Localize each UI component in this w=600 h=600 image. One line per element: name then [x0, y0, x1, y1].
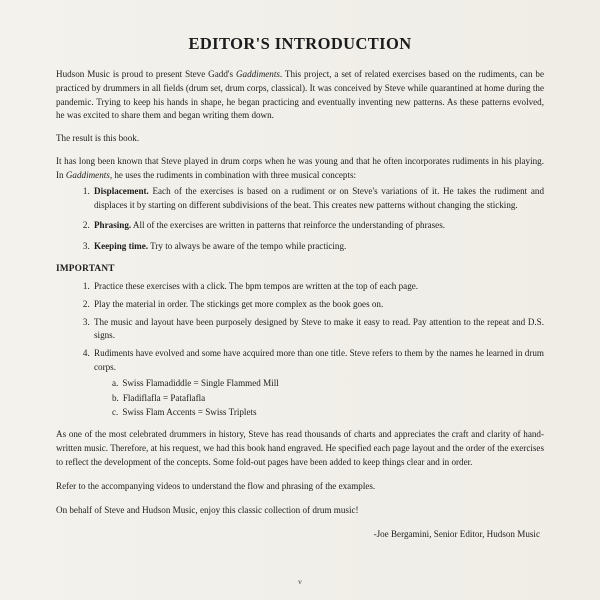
- concept-item: [92, 240, 544, 254]
- rudiment-alias-list: [94, 377, 544, 420]
- important-item: [92, 280, 544, 294]
- page-title: EDITOR'S INTRODUCTION: [188, 34, 412, 53]
- italic-title: Gaddiments: [235, 69, 280, 79]
- important-heading: IMPORTANT: [56, 263, 115, 274]
- rudiment-alias-text: Swiss Flamadiddle = Single Flammed Mill: [122, 377, 279, 388]
- concept-text: All of the exercises are written in patterns that reinforce the understanding of phrases.: [131, 220, 446, 231]
- rudiment-alias-item: [112, 406, 544, 420]
- rudiment-alias-label: b.: [112, 392, 119, 403]
- rudiment-alias-label: c.: [112, 407, 119, 418]
- paragraph-intro-1: [56, 68, 544, 123]
- important-item: [92, 298, 544, 312]
- rudiment-alias-label: a.: [112, 377, 119, 388]
- rudiment-alias-item: [112, 377, 544, 391]
- rudiment-alias-text: Fladiflafla = Pataflafla: [122, 392, 206, 403]
- concept-text: Each of the exercises is based on a rudiment or on Steve's variations of it. He takes the rudiment and displaces it by starting on different subdivisions of the beat. This creates new patterns without changing the sticking.: [94, 185, 544, 210]
- text-run: The result is this book.: [56, 133, 140, 144]
- concept-label: Displacement.: [94, 185, 149, 196]
- text-run: Hudson Music is proud to present Steve Gadd's: [56, 69, 236, 79]
- concepts-list: [56, 185, 544, 254]
- page-folio: v: [298, 577, 302, 586]
- text-run: It has long been known that Steve played in drum corps when he was young and that he often incorporates rudiments in his playing. In: [56, 156, 544, 180]
- concept-item: [92, 185, 544, 213]
- important-text: Play the material in order. The stickings get more complex as the book goes on.: [94, 298, 384, 309]
- important-text: Practice these exercises with a click. The bpm tempos are written at the top of each page.: [94, 280, 419, 291]
- rudiment-alias-text: Swiss Flam Accents = Swiss Triplets: [122, 407, 257, 418]
- important-text: The music and layout have been purposely designed by Steve to make it easy to read. Pay attention to the repeat and D.S. signs.: [94, 316, 544, 341]
- concept-label: Phrasing.: [94, 220, 132, 231]
- closing-paragraph: Refer to the accompanying videos to understand the flow and phrasing of the examples.: [56, 480, 376, 491]
- important-list: [56, 280, 544, 420]
- closing-body: [56, 428, 544, 517]
- important-item: [92, 347, 544, 420]
- paragraph-intro-3: [56, 155, 544, 183]
- paragraph-intro-2: [56, 132, 544, 146]
- important-item: [92, 316, 544, 344]
- text-run: . This project, a set of related exercises based on the rudiments, can be practiced by drummers in all fields (drum set, drum corps, classical). It was conceived by Steve while quarantined at home during the pandemic. Trying to keep his hands in shape, he began practicing and eventually inventing new patterns. As these patterns evolved, he was excited to share them and began writing them down.: [56, 69, 544, 121]
- editor-signature: -Joe Bergamini, Senior Editor, Hudson Music: [373, 529, 540, 540]
- closing-paragraph: As one of the most celebrated drummers in history, Steve has read thousands of charts and appreciates the craft and clarity of hand-written music. Therefore, at his request, we had this book hand engraved. He specified each page layout and the order of the exercises to reflect the development of the concepts. Some fold-out pages have been added to keep things clear and in order.: [56, 429, 544, 467]
- intro-body: [56, 68, 544, 183]
- closing-paragraph: On behalf of Steve and Hudson Music, enjoy this classic collection of drum music!: [56, 504, 359, 515]
- rudiment-alias-item: [112, 392, 544, 406]
- concept-item: [92, 219, 544, 233]
- text-run: , he uses the rudiments in combination with three musical concepts:: [109, 169, 357, 180]
- concept-label: Keeping time.: [94, 241, 149, 252]
- italic-title: Gaddiments: [65, 169, 110, 180]
- concept-text: Try to always be aware of the tempo while practicing.: [148, 241, 347, 252]
- important-text: Rudiments have evolved and some have acquired more than one title. Steve refers to them by the names he learned in drum corps.: [94, 348, 544, 372]
